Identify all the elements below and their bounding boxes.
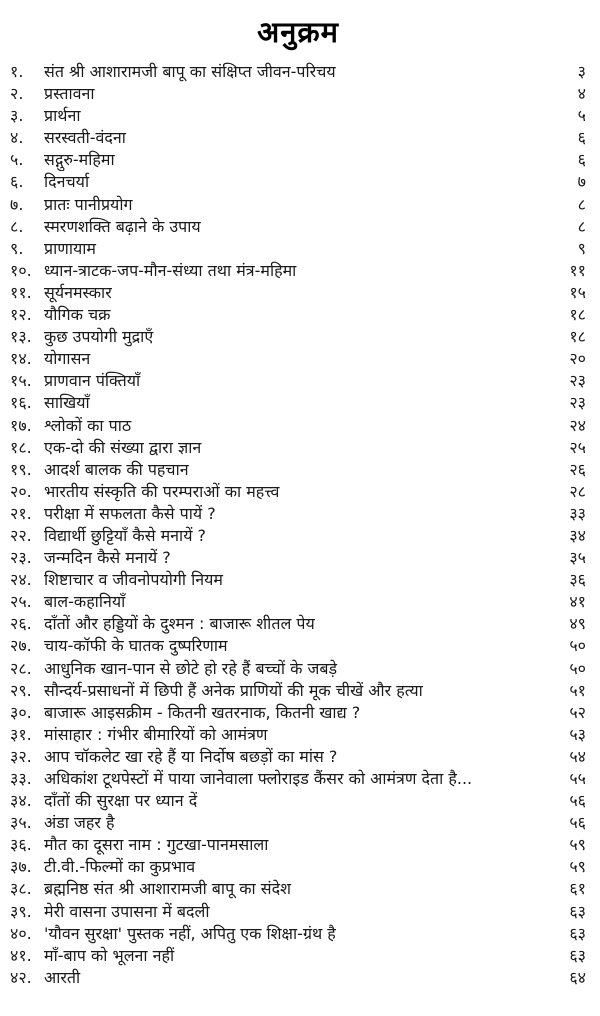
toc-entry-page-number: ५९: [569, 857, 586, 877]
toc-entry-page-number: ५६: [569, 791, 586, 811]
toc-entry-number: ४.: [10, 128, 24, 148]
toc-entry-number: २२.: [10, 525, 32, 545]
toc-entry-page-number: २५: [569, 437, 586, 457]
toc-entry-title: यौगिक चक्र: [44, 305, 111, 325]
toc-entry: [10, 216, 586, 238]
toc-entry: [10, 525, 586, 547]
toc-entry-title: मांसाहार : गंभीर बीमारियों को आमंत्रण: [44, 724, 268, 744]
toc-entry-number: २९.: [10, 680, 32, 700]
toc-entry-number: २८.: [10, 658, 32, 678]
toc-entry: [10, 127, 586, 149]
toc-entry-number: १२.: [10, 305, 32, 325]
toc-entry-title: जन्मदिन कैसे मनायें ?: [44, 548, 171, 568]
toc-entry: [10, 282, 586, 304]
toc-entry-number: ५.: [10, 150, 24, 170]
toc-entry-title: प्रातः पानीप्रयोग: [44, 194, 133, 214]
toc-entry-number: १७.: [10, 415, 32, 435]
toc-entry-title: विद्यार्थी छुट्टियाँ कैसे मनायें ?: [44, 525, 207, 545]
toc-entry: [10, 326, 586, 348]
toc-entry-page-number: ४१: [569, 592, 586, 612]
toc-entry-number: २६.: [10, 614, 32, 634]
toc-entry-page-number: ५१: [569, 680, 586, 700]
toc-entry-page-number: ११: [569, 260, 586, 280]
toc-entry-page-number: ३४: [569, 525, 586, 545]
toc-entry-number: ३९.: [10, 901, 32, 921]
toc-entry-number: १.: [10, 62, 24, 81]
toc-entry-title: आप चॉकलेट खा रहे हैं या निर्दोष बछड़ों का मांस ?: [44, 746, 338, 766]
toc-entry-title: टी.वी.-फिल्मों का कुप्रभाव: [44, 857, 196, 877]
toc-entry-number: २१.: [10, 503, 32, 523]
toc-entry-number: २४.: [10, 570, 32, 590]
toc-entry-number: ३२.: [10, 746, 32, 766]
toc-entry-number: ३७.: [10, 857, 32, 877]
toc-entry: [10, 635, 586, 657]
toc-entry-title: श्लोकों का पाठ: [44, 415, 132, 435]
toc-entry: [10, 724, 586, 746]
toc-entry: [10, 658, 586, 680]
toc-entry: [10, 415, 586, 437]
toc-entry-page-number: ५५: [569, 769, 586, 788]
toc-entry-number: ३६.: [10, 835, 32, 855]
toc-entry-number: ३५.: [10, 813, 32, 833]
toc-entry-page-number: ६३: [569, 945, 586, 965]
toc-entry-page-number: ७: [577, 172, 586, 192]
toc-entry: [10, 702, 586, 724]
toc-entry-page-number: ५६: [569, 813, 586, 833]
toc-entry-page-number: ५३: [569, 724, 586, 744]
toc-entry-page-number: ४९: [569, 614, 586, 634]
toc-entry-title: प्रार्थना: [44, 106, 81, 126]
toc-entry-title: परीक्षा में सफलता कैसे पायें ?: [44, 503, 216, 523]
toc-entry-page-number: २६: [569, 459, 586, 479]
toc-entry-page-number: ८: [577, 216, 586, 236]
toc-entry-title: ध्यान-त्राटक-जप-मौन-संध्या तथा मंत्र-महिमा: [44, 260, 297, 280]
toc-entry: [10, 856, 586, 878]
toc-entry-page-number: १८: [569, 327, 586, 347]
toc-entry-title: बाल-कहानियाँ: [44, 592, 126, 612]
toc-entry-page-number: ५४: [569, 746, 586, 766]
toc-entry-page-number: ८: [577, 194, 586, 214]
toc-entry-title: आधुनिक खान-पान से छोटे हो रहे हैं बच्चों के जबड़े: [44, 658, 338, 678]
toc-entry-title: शिष्टाचार व जीवनोपयोगी नियम: [44, 570, 223, 590]
toc-entry-title: प्राणवान पंक्तियाँ: [44, 371, 141, 391]
toc-entry-number: २०.: [10, 481, 32, 501]
toc-entry: [10, 812, 586, 834]
toc-entry-number: ७.: [10, 194, 24, 214]
toc-entry: [10, 834, 586, 856]
toc-entry-page-number: ३५: [569, 548, 586, 568]
toc-entry-page-number: १८: [569, 305, 586, 325]
toc-entry-page-number: ५०: [569, 658, 586, 678]
toc-entry: [10, 149, 586, 171]
toc-entry-page-number: ५०: [569, 636, 586, 656]
toc-entry-number: ४०.: [10, 923, 32, 943]
toc-entry-page-number: २३: [569, 371, 586, 391]
toc-entry: [10, 768, 586, 790]
toc-entry-number: २.: [10, 84, 24, 104]
toc-entry: [10, 304, 586, 326]
toc-entry: [10, 83, 586, 105]
toc-entry-title: सूर्यनमस्कार: [44, 282, 112, 302]
toc-entry-title: प्राणायाम: [44, 238, 96, 258]
toc-entry-number: १९.: [10, 459, 32, 479]
toc-entry-page-number: ९: [577, 238, 586, 258]
toc-entry-title: दाँतों की सुरक्षा पर ध्यान दें: [44, 791, 198, 811]
toc-entry-number: १४.: [10, 349, 32, 369]
toc-entry-title: योगासन: [44, 349, 91, 369]
toc-entry-title: अंडा जहर है: [44, 813, 115, 833]
toc-entry: [10, 945, 586, 967]
toc-entry-number: ३.: [10, 106, 24, 126]
toc-entry-title: मौत का दूसरा नाम : गुटखा-पानमसाला: [44, 835, 269, 855]
toc-entry-page-number: २०: [569, 349, 586, 369]
toc-entry: [10, 459, 586, 481]
toc-entry: [10, 392, 586, 414]
toc-entry-title: दाँतों और हड्डियों के दुश्मन : बाजारू शीतल पेय: [44, 614, 315, 634]
toc-entry-page-number: ६३: [569, 923, 586, 943]
toc-entry: [10, 171, 586, 193]
toc-entry-title: साखियाँ: [44, 393, 90, 413]
toc-entry-page-number: ५२: [569, 702, 586, 722]
toc-entry-page-number: ६: [577, 150, 586, 170]
toc-entry: [10, 547, 586, 569]
toc-entry-number: १६.: [10, 393, 32, 413]
toc-entry: [10, 105, 586, 127]
toc-entry: [10, 569, 586, 591]
toc-entry-page-number: ३३: [569, 503, 586, 523]
toc-entry: [10, 194, 586, 216]
toc-entry-page-number: ६: [577, 128, 586, 148]
toc-entry-number: ४१.: [10, 945, 32, 965]
toc-entry-title: सद्गुरु-महिमा: [44, 150, 115, 170]
toc-entry-title: अधिकांश टूथपेस्टों में पाया जानेवाला फ्लोराइड कैंसर को आमंत्रण देता है...: [44, 769, 473, 788]
toc-entry: [10, 481, 586, 503]
toc-entry-number: १३.: [10, 327, 32, 347]
toc-entry-title: एक-दो की संख्या द्वारा ज्ञान: [44, 437, 202, 457]
toc-entry-title: 'यौवन सुरक्षा' पुस्तक नहीं, अपितु एक शिक्षा-ग्रंथ है: [44, 923, 336, 943]
toc-entry: [10, 878, 586, 900]
toc-entry-page-number: २८: [569, 481, 586, 501]
toc-entry-title: बाजारू आइसक्रीम - कितनी खतरनाक, कितनी खाद्य ?: [44, 702, 361, 722]
page-title: अनुक्रम: [257, 15, 339, 49]
toc-entry-page-number: ४: [577, 84, 586, 104]
toc-entry-number: ९.: [10, 238, 24, 258]
toc-entry: [10, 260, 586, 282]
toc-entry-title: चाय-कॉफी के घातक दुष्परिणाम: [44, 636, 228, 656]
toc-entry-title: माँ-बाप को भूलना नहीं: [44, 945, 175, 965]
toc-entry: [10, 923, 586, 945]
toc-entry: [10, 348, 586, 370]
toc-entry-number: १५.: [10, 371, 32, 391]
toc-entry-page-number: ६३: [569, 901, 586, 921]
toc-entry-title: संत श्री आशारामजी बापू का संक्षिप्त जीवन-परिचय: [44, 62, 336, 81]
toc-entry-page-number: ३६: [569, 570, 586, 590]
toc-entry-number: २३.: [10, 548, 32, 568]
toc-entry-number: ६.: [10, 172, 24, 192]
toc-entry-number: ३८.: [10, 879, 32, 899]
toc-entry: [10, 61, 586, 83]
toc-entry: [10, 967, 586, 989]
toc-entry-title: स्मरणशक्ति बढ़ाने के उपाय: [44, 216, 201, 236]
toc-entry-number: २७.: [10, 636, 32, 656]
toc-entry-number: ४२.: [10, 967, 32, 987]
toc-entry-number: ३०.: [10, 702, 32, 722]
toc-entry-title: प्रस्तावना: [44, 84, 95, 104]
toc-entry-number: ३४.: [10, 791, 32, 811]
toc-entry-number: ३१.: [10, 724, 32, 744]
toc-entry-page-number: ५९: [569, 835, 586, 855]
toc-entry-number: १०.: [10, 260, 32, 280]
toc-entry-number: १८.: [10, 437, 32, 457]
toc-entry-number: २५.: [10, 592, 32, 612]
toc-entry-title: आदर्श बालक की पहचान: [44, 459, 189, 479]
toc-entry-page-number: ६४: [569, 967, 586, 987]
toc-entry: [10, 503, 586, 525]
toc-entry: [10, 437, 586, 459]
toc-entry-number: ११.: [10, 282, 32, 302]
toc-entry-title: आरती: [44, 967, 81, 987]
toc-entry: [10, 613, 586, 635]
toc-entry-title: भारतीय संस्कृति की परम्पराओं का महत्त्व: [44, 481, 280, 501]
toc-entry-title: ब्रह्मनिष्ठ संत श्री आशारामजी बापू का संदेश: [44, 879, 291, 899]
toc-entry-title: सरस्वती-वंदना: [44, 128, 126, 148]
toc-entry-page-number: ५: [577, 106, 586, 126]
toc-entry-page-number: २४: [569, 415, 586, 435]
toc-entry-title: दिनचर्या: [44, 172, 90, 192]
toc-entry-page-number: ६१: [569, 879, 586, 899]
toc-entry: [10, 370, 586, 392]
toc-entry-title: मेरी वासना उपासना में बदली: [44, 901, 210, 921]
toc-entry: [10, 790, 586, 812]
toc-entry: [10, 680, 586, 702]
toc-entry-title: कुछ उपयोगी मुद्राएँ: [44, 327, 154, 347]
toc-entry-page-number: १५: [569, 282, 586, 302]
toc-entry: [10, 901, 586, 923]
toc-entry-page-number: २३: [569, 393, 586, 413]
toc-entry-number: ८.: [10, 216, 24, 236]
toc-entry: [10, 746, 586, 768]
toc-entry-page-number: ३: [577, 62, 586, 81]
toc-entry-title: सौन्दर्य-प्रसाधनों में छिपी हैं अनेक प्राणियों की मूक चीखें और हत्या: [44, 680, 423, 700]
toc-entry-number: ३३.: [10, 769, 32, 788]
toc-entry: [10, 238, 586, 260]
toc-entry: [10, 591, 586, 613]
toc-list: [10, 61, 586, 989]
